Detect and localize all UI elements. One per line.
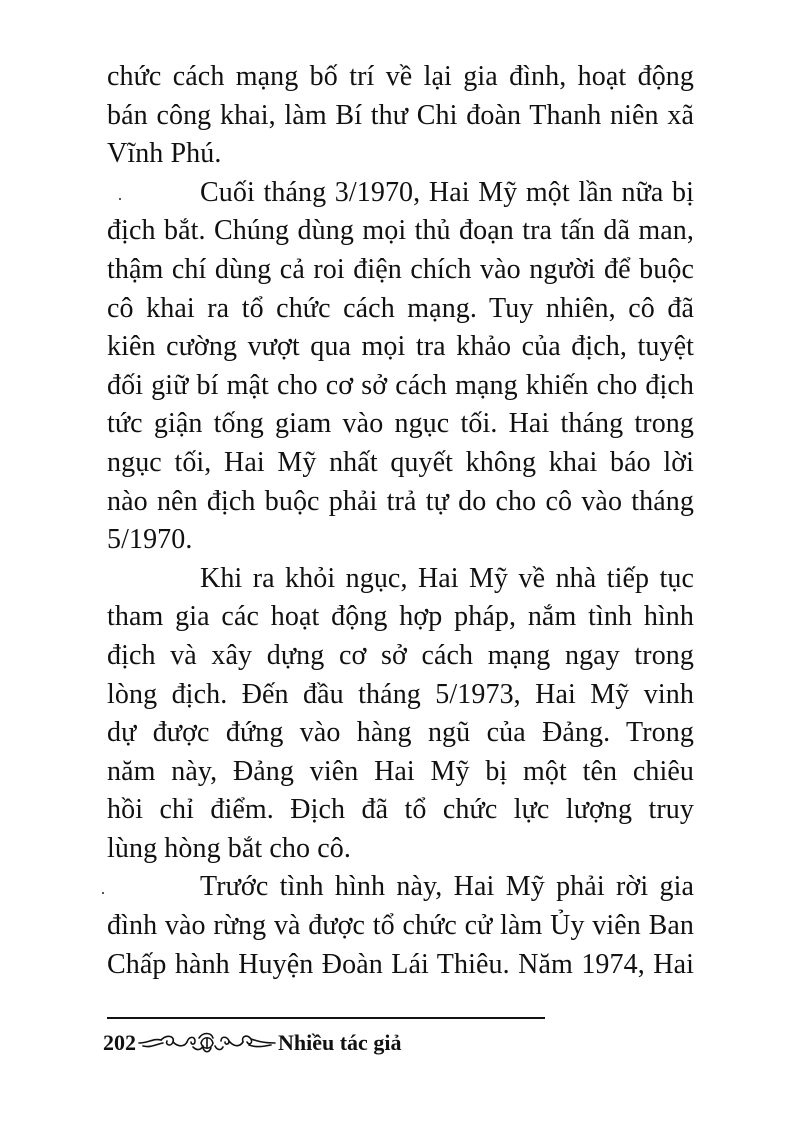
text-line: Trước tình hình này, Hai Mỹ phải rời gia [200,871,694,903]
text-line: địch và xây dựng cơ sở cách mạng ngay trong [107,639,694,671]
text-line: chức cách mạng bố trí về lại gia đình, hoạt động [107,61,694,92]
scan-speck [102,892,104,894]
text-line: năm này, Đảng viên Hai Mỹ bị một tên chiêu [107,755,694,787]
text-line: đối giữ bí mật cho cơ sở cách mạng khiến cho địch [107,369,694,401]
text-line: thậm chí dùng cả roi điện chích vào người để buộc [107,253,694,285]
page-footer [103,1028,401,1058]
paragraph-1 [107,58,694,174]
text-line: Chấp hành Huyện Đoàn Lái Thiêu. Năm 1974, Hai [107,948,694,980]
text-line: Vĩnh Phú. [107,138,222,170]
floral-ornament-icon [137,1030,277,1056]
paragraph-3 [107,560,694,869]
text-line: tham gia các hoạt động hợp pháp, nắm tình hình [107,601,694,633]
text-line: ngục tối, Hai Mỹ nhất quyết không khai báo lời [107,446,694,478]
text-line: địch bắt. Chúng dùng mọi thủ đoạn tra tấn dã man, [107,215,694,247]
text-line: kiên cường vượt qua mọi tra khảo của địch, tuyệt [107,331,694,363]
text-line: bán công khai, làm Bí thư Chi đoàn Thanh niên xã [107,99,694,131]
footer-rule [107,1017,545,1019]
text-line: lòng địch. Đến đầu tháng 5/1973, Hai Mỹ vinh [107,678,694,710]
page-body [107,58,694,984]
scan-speck [119,198,121,200]
text-line: Khi ra khỏi ngục, Hai Mỹ về nhà tiếp tục [200,562,694,594]
page-number: 202 [103,1030,136,1055]
text-line: tức giận tống giam vào ngục tối. Hai tháng trong [107,408,694,440]
text-line: cô khai ra tổ chức cách mạng. Tuy nhiên, cô đã [107,292,694,324]
text-line: nào nên địch buộc phải trả tự do cho cô vào tháng [107,485,694,517]
text-line: Cuối tháng 3/1970, Hai Mỹ một lần nữa bị [200,176,694,208]
text-line: đình vào rừng và được tổ chức cử làm Ủy viên Ban [107,910,694,942]
text-line: lùng hòng bắt cho cô. [107,832,351,864]
text-line: dự được đứng vào hàng ngũ của Đảng. Trong [107,717,694,749]
text-line: hồi chỉ điểm. Địch đã tổ chức lực lượng truy [107,794,694,826]
author-credit: Nhiều tác giả [278,1030,402,1055]
text-line: 5/1970. [107,524,193,556]
paragraph-4 [107,868,694,984]
paragraph-2 [107,174,694,560]
